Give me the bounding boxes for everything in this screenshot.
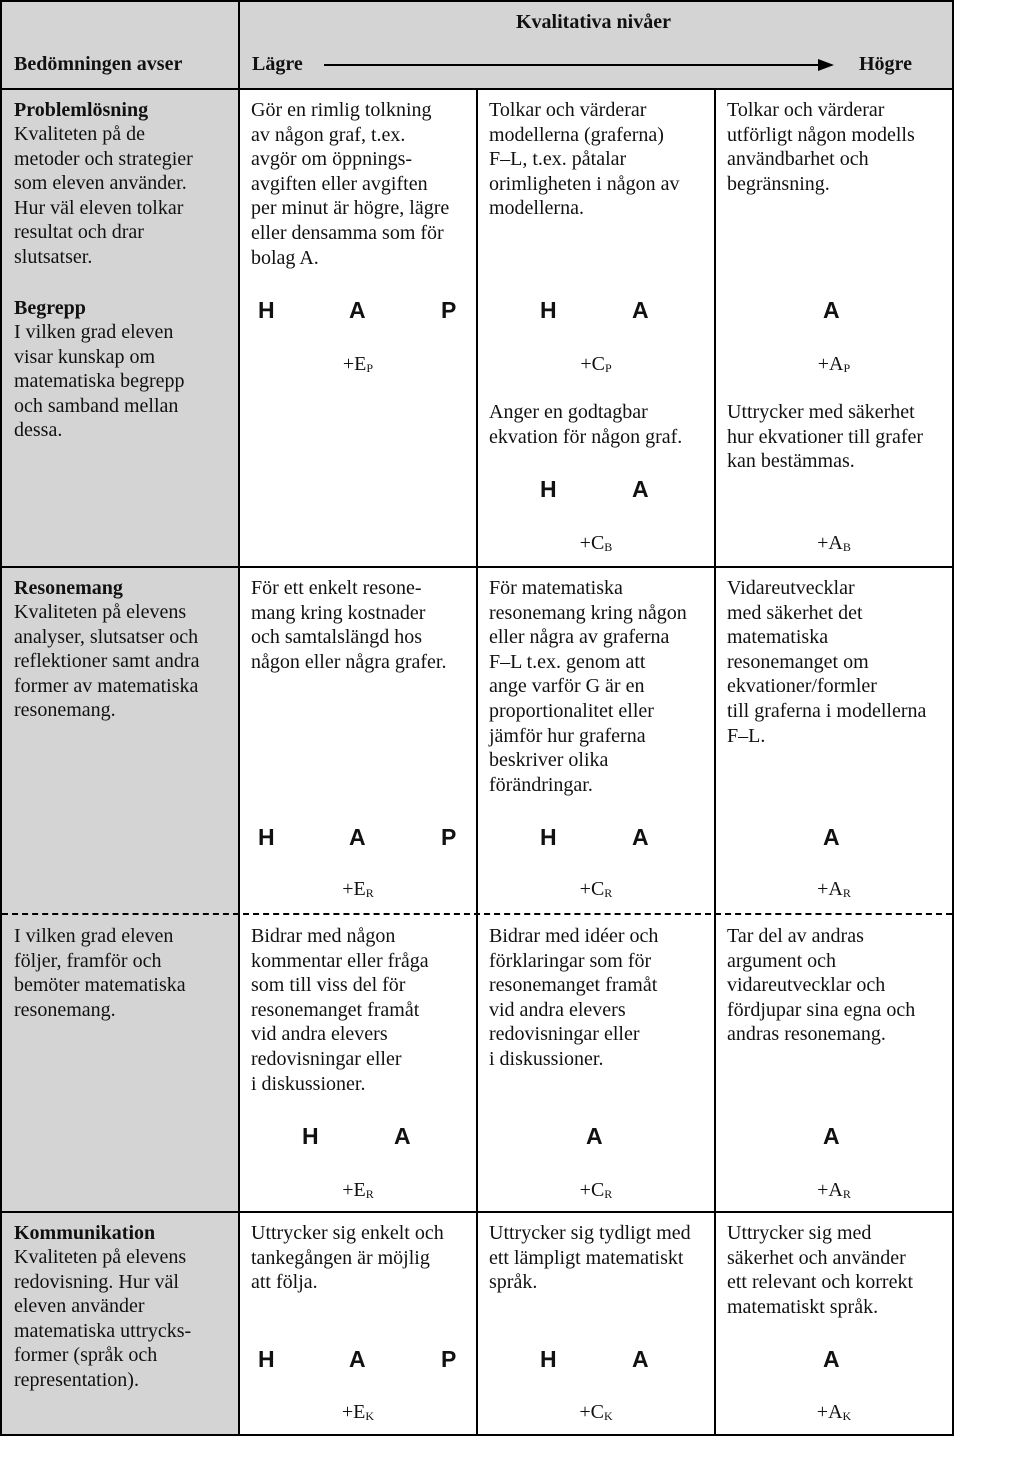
score-problem-a: $+A_P$ xyxy=(817,353,851,375)
problem-level-1: Gör en rimlig tolkning av någon graf, t.ex. avgör om öppnings- avgiften eller avgiften per minut är högre, lägre eller densamma som för bolag A. xyxy=(251,99,450,269)
score-resonemang2-a: $+A_R$ xyxy=(817,1179,851,1201)
grid-line xyxy=(714,88,716,1436)
hap-h: H xyxy=(258,297,275,323)
resonemang-level-1: För ett enkelt resone- mang kring kostnader och samtalslängd hos någon eller några grafer. xyxy=(251,577,447,673)
hap-a: A xyxy=(632,476,649,502)
hap-p: P xyxy=(441,297,457,323)
begrepp-level-2: Anger en godtagbar ekvation för någon graf. xyxy=(489,401,683,448)
hap-a: A xyxy=(632,297,649,323)
scale-arrow xyxy=(324,58,836,72)
score-begrepp-a: $+A_B$ xyxy=(817,532,851,554)
hap-a: A xyxy=(632,1346,649,1372)
header-lower: Lägre xyxy=(252,53,303,75)
score-resonemang2-e: $+E_R$ xyxy=(342,1179,374,1201)
hap-a: A xyxy=(349,824,366,850)
problem-desc: Kvaliteten på de metoder och strategier som eleven använder. Hur väl eleven tolkar resultat och drar slutsatser. xyxy=(14,123,193,268)
score-kommunikation-e: $+E_K$ xyxy=(341,1401,375,1423)
begrepp-title: Begrepp xyxy=(14,297,86,319)
hap-h: H xyxy=(258,824,275,850)
kommunikation-level-3: Uttrycker sig med säkerhet och använder ett relevant och korrekt matematiskt språk. xyxy=(727,1222,914,1318)
hap-h: H xyxy=(540,297,557,323)
begrepp-desc: I vilken grad eleven visar kunskap om matematiska begrepp och samband mellan dessa. xyxy=(14,321,185,442)
resonemang-desc: Kvaliteten på elevens analyser, slutsatser och reflektioner samt andra former av matematiska resonemang. xyxy=(14,601,200,722)
score-resonemang-e: $+E_R$ xyxy=(342,878,374,900)
begrepp-level-3: Uttrycker med säkerhet hur ekvationer till grafer kan bestämmas. xyxy=(727,401,924,473)
resonemang2-desc: I vilken grad eleven följer, framför och bemöter matematiska resonemang. xyxy=(14,925,186,1021)
grid-line xyxy=(952,0,954,1436)
score-kommunikation-c: $+C_K$ xyxy=(579,1401,613,1423)
header-title: Kvalitativa nivåer xyxy=(516,11,671,33)
dashed-divider xyxy=(2,913,952,915)
kommunikation-title: Kommunikation xyxy=(14,1222,156,1244)
grid-line xyxy=(0,0,954,2)
score-problem-c: $+C_P$ xyxy=(580,353,612,375)
resonemang-title: Resonemang xyxy=(14,577,123,599)
hap-a: A xyxy=(632,824,649,850)
hap-a: A xyxy=(823,297,840,323)
hap-a: A xyxy=(823,824,840,850)
hap-a: A xyxy=(823,1123,840,1149)
hap-a: A xyxy=(349,1346,366,1372)
hap-h: H xyxy=(540,476,557,502)
problem-level-2: Tolkar och värderar modellerna (graferna) F–L, t.ex. påtalar orimligheten i någon av modellerna. xyxy=(489,99,680,220)
kommunikation-desc: Kvaliteten på elevens redovisning. Hur väl eleven använder matematiska uttrycks- former (språk och representation). xyxy=(14,1246,192,1391)
score-resonemang2-c: $+C_R$ xyxy=(579,1179,613,1201)
header-higher: Högre xyxy=(859,53,912,75)
kommunikation-level-2: Uttrycker sig tydligt med ett lämpligt matematiskt språk. xyxy=(489,1222,691,1294)
resonemang2-level-1: Bidrar med någon kommentar eller fråga som till viss del för resonemanget framåt vid andra elevers redovisningar eller i diskussioner. xyxy=(251,925,429,1095)
resonemang2-level-3: Tar del av andras argument och vidareutvecklar och fördjupar sina egna och andras resonemang. xyxy=(727,925,916,1046)
score-begrepp-c: $+C_B$ xyxy=(579,532,613,554)
hap-p: P xyxy=(441,824,457,850)
hap-a: A xyxy=(586,1123,603,1149)
resonemang-level-3: Vidareutvecklar med säkerhet det matematiska resonemanget om ekvationer/formler till graferna i modellerna F–L. xyxy=(727,577,927,747)
hap-a: A xyxy=(349,297,366,323)
hap-h: H xyxy=(258,1346,275,1372)
grid-line xyxy=(476,88,478,1436)
problem-title: Problemlösning xyxy=(14,99,149,121)
hap-h: H xyxy=(302,1123,319,1149)
column-header-criteria: Bedömningen avser xyxy=(14,53,183,75)
hap-h: H xyxy=(540,824,557,850)
resonemang2-level-2: Bidrar med idéer och förklaringar som för resonemanget framåt vid andra elevers redovisningar eller i diskussioner. xyxy=(489,925,659,1070)
hap-h: H xyxy=(540,1346,557,1372)
score-resonemang-c: $+C_R$ xyxy=(579,878,613,900)
hap-a: A xyxy=(823,1346,840,1372)
grid-line xyxy=(238,0,240,1436)
kommunikation-level-1: Uttrycker sig enkelt och tankegången är möjlig att följa. xyxy=(251,1222,444,1294)
hap-p: P xyxy=(441,1346,457,1372)
grid-line xyxy=(0,0,2,1436)
score-resonemang-a: $+A_R$ xyxy=(817,878,851,900)
score-problem-e: $+E_P$ xyxy=(342,353,374,375)
resonemang-level-2: För matematiska resonemang kring någon eller några av graferna F–L t.ex. genom att ange varför G är en proportionalitet eller jämför hur graferna beskriver olika förändringar. xyxy=(489,577,687,796)
score-kommunikation-a: $+A_K$ xyxy=(816,1401,852,1423)
hap-a: A xyxy=(394,1123,411,1149)
problem-level-3: Tolkar och värderar utförligt någon modells användbarhet och begränsning. xyxy=(727,99,915,195)
